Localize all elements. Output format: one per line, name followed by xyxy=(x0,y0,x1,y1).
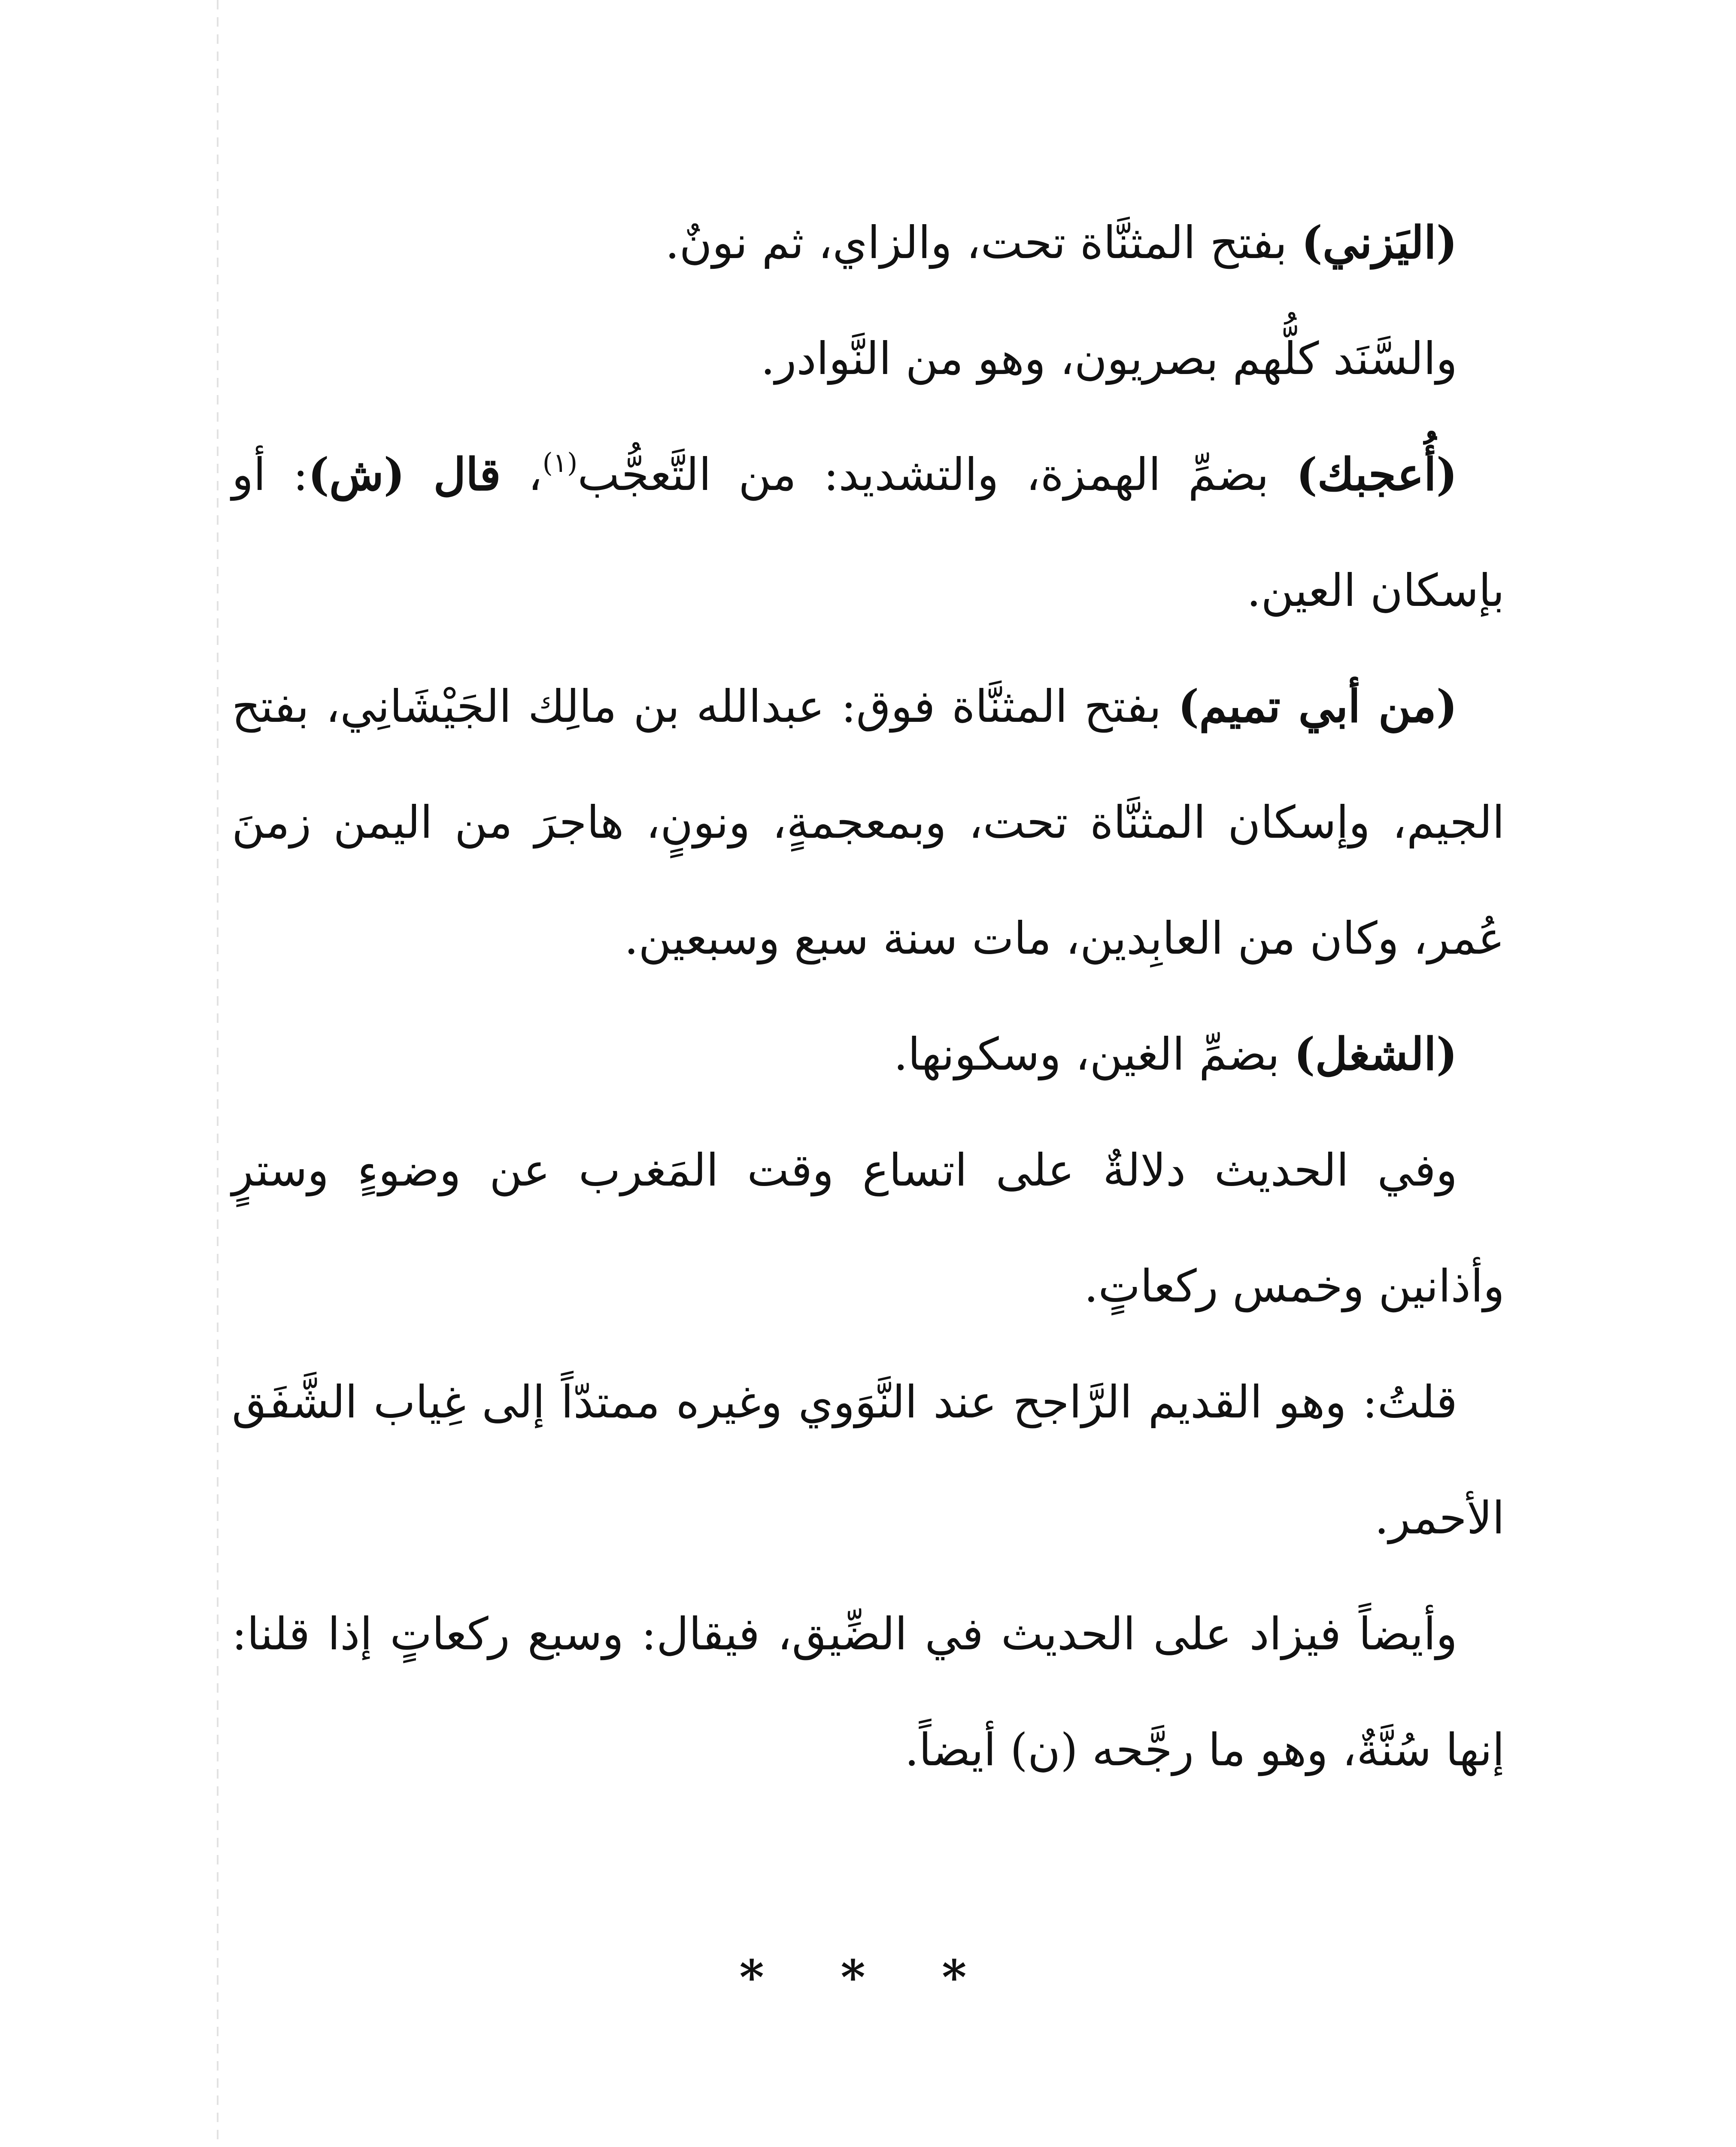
term: (الشغل) xyxy=(1294,1028,1457,1080)
paragraph-sanad xyxy=(232,301,1505,417)
paragraph-text: والسَّنَد كلُّهم بصريون، وهو من النَّوادر. xyxy=(761,332,1457,385)
paragraph-text: بفتح المثنَّاة تحت، والزاي، ثم نونٌ. xyxy=(665,216,1302,269)
term: قال (ش) xyxy=(308,448,501,501)
scan-edge xyxy=(217,0,219,2147)
paragraph-shughl xyxy=(232,996,1505,1112)
paragraph-text: ، xyxy=(501,448,543,501)
paragraph-text: بفتح المثنَّاة فوق: عبدالله بن مالِك الجَيْشَانِي، بفتح الجيم، وإسكان المثنَّاة تحت، وبمعجمةٍ، ونونٍ، هاجرَ من اليمن زمنَ عُمر، وكان من العابِدين، مات سنة سبع وسبعين. xyxy=(232,680,1505,964)
paragraph-text: وفي الحديث دلالةٌ على اتساع وقت المَغرب عن وضوءٍ وسترٍ وأذانين وخمس ركعاتٍ. xyxy=(232,1144,1505,1312)
paragraph-text: قلتُ: وهو القديم الرَّاجح عند النَّوَوي وغيره ممتدّاً إلى غِياب الشَّفَق الأحمر. xyxy=(232,1376,1505,1544)
section-ornament: * * * xyxy=(739,1949,997,2005)
paragraph-text: بضمِّ الغين، وسكونها. xyxy=(893,1028,1294,1080)
paragraph-text: بضمِّ الهمزة، والتشديد: من التَّعجُّب xyxy=(577,448,1296,501)
paragraph-qultu xyxy=(232,1344,1505,1576)
paragraph-text: وأيضاً فيزاد على الحديث في الضِّيق، فيقال: وسبع ركعاتٍ إذا قلنا: إنها سُنَّةٌ، وهو ما رجَّحه (ن) أيضاً. xyxy=(232,1608,1505,1776)
paragraph-ujibuk xyxy=(232,417,1505,648)
paragraph-abi-tamim xyxy=(232,648,1505,996)
paragraph-aydan xyxy=(232,1576,1505,1808)
paragraph-yazani xyxy=(232,185,1505,301)
term: (من أبي تميم) xyxy=(1178,680,1457,733)
footnote-ref[interactable]: (١) xyxy=(542,447,578,478)
term: (أُعجبك) xyxy=(1296,448,1457,501)
paragraph-text: : أو بإسكان العين. xyxy=(232,448,1505,617)
paragraph-hadith xyxy=(232,1112,1505,1344)
main-text xyxy=(232,185,1505,1808)
term: (اليَزني) xyxy=(1301,216,1457,269)
